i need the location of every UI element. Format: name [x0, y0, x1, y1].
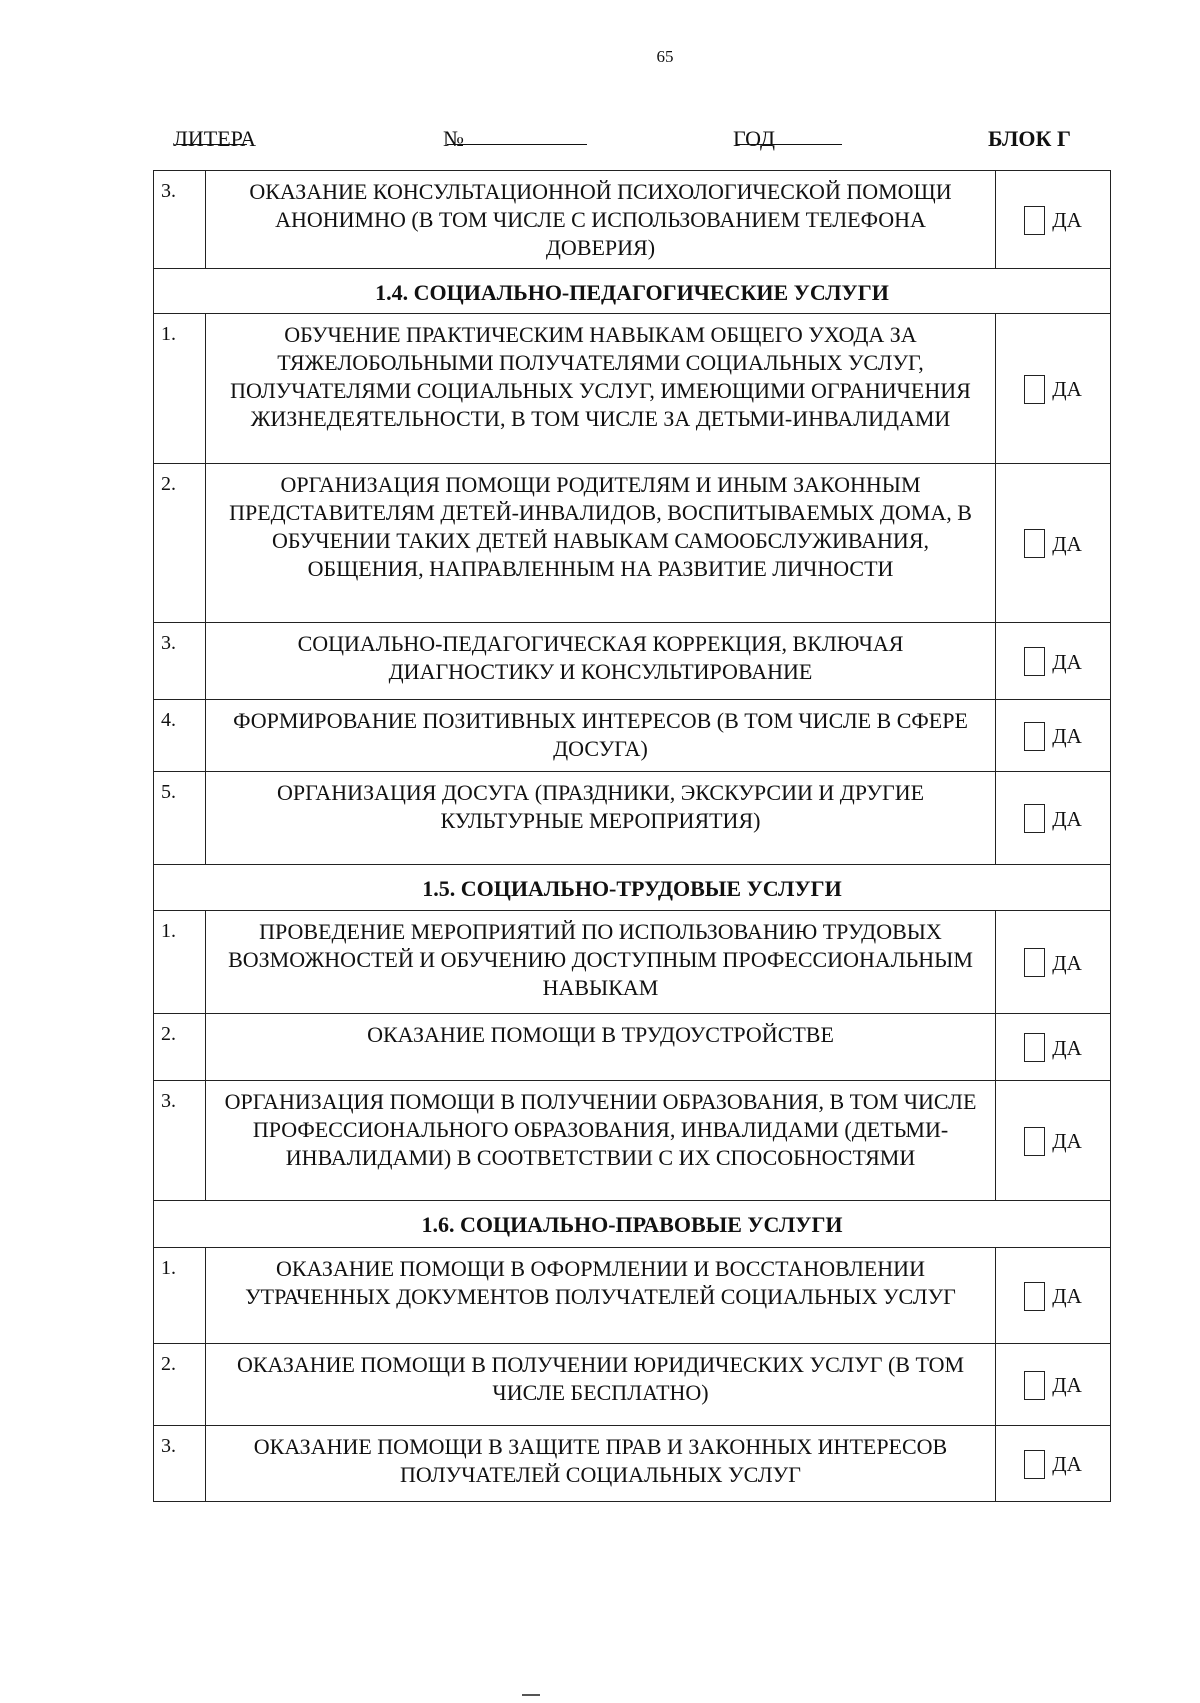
item-number: 3.	[154, 1081, 206, 1201]
service-description: СОЦИАЛЬНО-ПЕДАГОГИЧЕСКАЯ КОРРЕКЦИЯ, ВКЛЮЧАЯ ДИАГНОСТИКУ И КОНСУЛЬТИРОВАНИЕ	[206, 623, 996, 700]
service-description: ОБУЧЕНИЕ ПРАКТИЧЕСКИМ НАВЫКАМ ОБЩЕГО УХОДА ЗА ТЯЖЕЛОБОЛЬНЫМИ ПОЛУЧАТЕЛЯМИ СОЦИАЛЬНЫХ УСЛУГ, ПОЛУЧАТЕЛЯМИ СОЦИАЛЬНЫХ УСЛУГ, ИМЕЮЩИМИ ОГРАНИЧЕНИЯ ЖИЗНЕДЕЯТЕЛЬНОСТИ, В ТОМ ЧИСЛЕ ЗА ДЕТЬМИ-ИНВАЛИДАМИ	[206, 314, 996, 464]
item-number: 3.	[154, 171, 206, 269]
service-row	[154, 1248, 1111, 1344]
number-blank[interactable]	[447, 126, 587, 145]
yes-checkbox[interactable]	[1024, 1282, 1045, 1311]
service-row	[154, 1344, 1111, 1426]
yes-label: ДА	[1052, 806, 1082, 831]
yes-checkbox[interactable]	[1024, 804, 1045, 833]
item-number: 3.	[154, 623, 206, 700]
form-header	[173, 126, 1083, 160]
service-description: ОКАЗАНИЕ ПОМОЩИ В ЗАЩИТЕ ПРАВ И ЗАКОННЫХ ИНТЕРЕСОВ ПОЛУЧАТЕЛЕЙ СОЦИАЛЬНЫХ УСЛУГ	[206, 1426, 996, 1502]
yes-option	[996, 623, 1111, 700]
item-number: 1.	[154, 1248, 206, 1344]
yes-checkbox[interactable]	[1024, 948, 1045, 977]
yes-option	[996, 464, 1111, 623]
section-row	[154, 1201, 1111, 1248]
section-title: 1.6. СОЦИАЛЬНО-ПРАВОВЫЕ УСЛУГИ	[154, 1201, 1111, 1248]
section-title: 1.5. СОЦИАЛЬНО-ТРУДОВЫЕ УСЛУГИ	[154, 865, 1111, 911]
service-row	[154, 171, 1111, 269]
service-description: ФОРМИРОВАНИЕ ПОЗИТИВНЫХ ИНТЕРЕСОВ (В ТОМ ЧИСЛЕ В СФЕРЕ ДОСУГА)	[206, 700, 996, 772]
block-label: БЛОК Г	[988, 126, 1071, 151]
yes-checkbox[interactable]	[1024, 1450, 1045, 1479]
item-number: 1.	[154, 314, 206, 464]
service-description: ОКАЗАНИЕ КОНСУЛЬТАЦИОННОЙ ПСИХОЛОГИЧЕСКОЙ ПОМОЩИ АНОНИМНО (В ТОМ ЧИСЛЕ С ИСПОЛЬЗОВАНИЕМ ТЕЛЕФОНА ДОВЕРИЯ)	[206, 171, 996, 269]
scan-mark	[522, 1694, 540, 1696]
yes-option	[996, 1014, 1111, 1081]
item-number: 2.	[154, 1344, 206, 1426]
yes-option	[996, 314, 1111, 464]
section-title: 1.4. СОЦИАЛЬНО-ПЕДАГОГИЧЕСКИЕ УСЛУГИ	[154, 269, 1111, 314]
yes-option	[996, 772, 1111, 865]
yes-label: ДА	[1052, 950, 1082, 975]
service-row	[154, 623, 1111, 700]
service-description: ОКАЗАНИЕ ПОМОЩИ В ОФОРМЛЕНИИ И ВОССТАНОВЛЕНИИ УТРАЧЕННЫХ ДОКУМЕНТОВ ПОЛУЧАТЕЛЕЙ СОЦИАЛЬНЫХ УСЛУГ	[206, 1248, 996, 1344]
service-description: ОРГАНИЗАЦИЯ ПОМОЩИ В ПОЛУЧЕНИИ ОБРАЗОВАНИЯ, В ТОМ ЧИСЛЕ ПРОФЕССИОНАЛЬНОГО ОБРАЗОВАНИЯ, ИНВАЛИДАМИ (ДЕТЬМИ-ИНВАЛИДАМИ) В СООТВЕТСТВИИ С ИХ СПОСОБНОСТЯМИ	[206, 1081, 996, 1201]
service-row	[154, 1081, 1111, 1201]
service-row	[154, 700, 1111, 772]
service-row	[154, 314, 1111, 464]
service-row	[154, 772, 1111, 865]
yes-label: ДА	[1052, 1452, 1082, 1477]
yes-option	[996, 1248, 1111, 1344]
service-description: ОРГАНИЗАЦИЯ ПОМОЩИ РОДИТЕЛЯМ И ИНЫМ ЗАКОННЫМ ПРЕДСТАВИТЕЛЯМ ДЕТЕЙ-ИНВАЛИДОВ, ВОСПИТЫВАЕМЫХ ДОМА, В ОБУЧЕНИИ ТАКИХ ДЕТЕЙ НАВЫКАМ САМООБСЛУЖИВАНИЯ, ОБЩЕНИЯ, НАПРАВЛЕННЫМ НА РАЗВИТИЕ ЛИЧНОСТИ	[206, 464, 996, 623]
service-description: ОКАЗАНИЕ ПОМОЩИ В ТРУДОУСТРОЙСТВЕ	[206, 1014, 996, 1081]
yes-label: ДА	[1052, 1284, 1082, 1309]
section-row	[154, 269, 1111, 314]
item-number: 3.	[154, 1426, 206, 1502]
item-number: 5.	[154, 772, 206, 865]
year-blank[interactable]	[737, 126, 842, 145]
yes-label: ДА	[1052, 649, 1082, 674]
item-number: 4.	[154, 700, 206, 772]
litera-label: ЛИТЕРА	[173, 126, 256, 151]
services-table	[153, 170, 1111, 1502]
yes-checkbox[interactable]	[1024, 206, 1045, 235]
service-row	[154, 1426, 1111, 1502]
item-number: 2.	[154, 464, 206, 623]
yes-option	[996, 911, 1111, 1014]
service-row	[154, 464, 1111, 623]
yes-option	[996, 700, 1111, 772]
year-label: ГОД	[733, 126, 775, 151]
yes-label: ДА	[1052, 1373, 1082, 1398]
yes-option	[996, 1081, 1111, 1201]
yes-label: ДА	[1052, 531, 1082, 556]
service-row	[154, 911, 1111, 1014]
yes-label: ДА	[1052, 208, 1082, 233]
page-number: 65	[656, 47, 674, 66]
yes-option	[996, 1344, 1111, 1426]
service-description: ОРГАНИЗАЦИЯ ДОСУГА (ПРАЗДНИКИ, ЭКСКУРСИИ И ДРУГИЕ КУЛЬТУРНЫЕ МЕРОПРИЯТИЯ)	[206, 772, 996, 865]
yes-option	[996, 171, 1111, 269]
item-number: 1.	[154, 911, 206, 1014]
yes-label: ДА	[1052, 1129, 1082, 1154]
yes-checkbox[interactable]	[1024, 1371, 1045, 1400]
yes-option	[996, 1426, 1111, 1502]
yes-checkbox[interactable]	[1024, 722, 1045, 751]
yes-checkbox[interactable]	[1024, 1033, 1045, 1062]
number-label: №	[443, 126, 464, 151]
yes-label: ДА	[1052, 377, 1082, 402]
litera-blank[interactable]	[177, 126, 247, 145]
yes-label: ДА	[1052, 724, 1082, 749]
yes-checkbox[interactable]	[1024, 1127, 1045, 1156]
yes-checkbox[interactable]	[1024, 375, 1045, 404]
yes-checkbox[interactable]	[1024, 647, 1045, 676]
service-row	[154, 1014, 1111, 1081]
yes-label: ДА	[1052, 1035, 1082, 1060]
service-description: ПРОВЕДЕНИЕ МЕРОПРИЯТИЙ ПО ИСПОЛЬЗОВАНИЮ ТРУДОВЫХ ВОЗМОЖНОСТЕЙ И ОБУЧЕНИЮ ДОСТУПНЫМ ПРОФЕССИОНАЛЬНЫМ НАВЫКАМ	[206, 911, 996, 1014]
section-row	[154, 865, 1111, 911]
yes-checkbox[interactable]	[1024, 529, 1045, 558]
item-number: 2.	[154, 1014, 206, 1081]
service-description: ОКАЗАНИЕ ПОМОЩИ В ПОЛУЧЕНИИ ЮРИДИЧЕСКИХ УСЛУГ (В ТОМ ЧИСЛЕ БЕСПЛАТНО)	[206, 1344, 996, 1426]
